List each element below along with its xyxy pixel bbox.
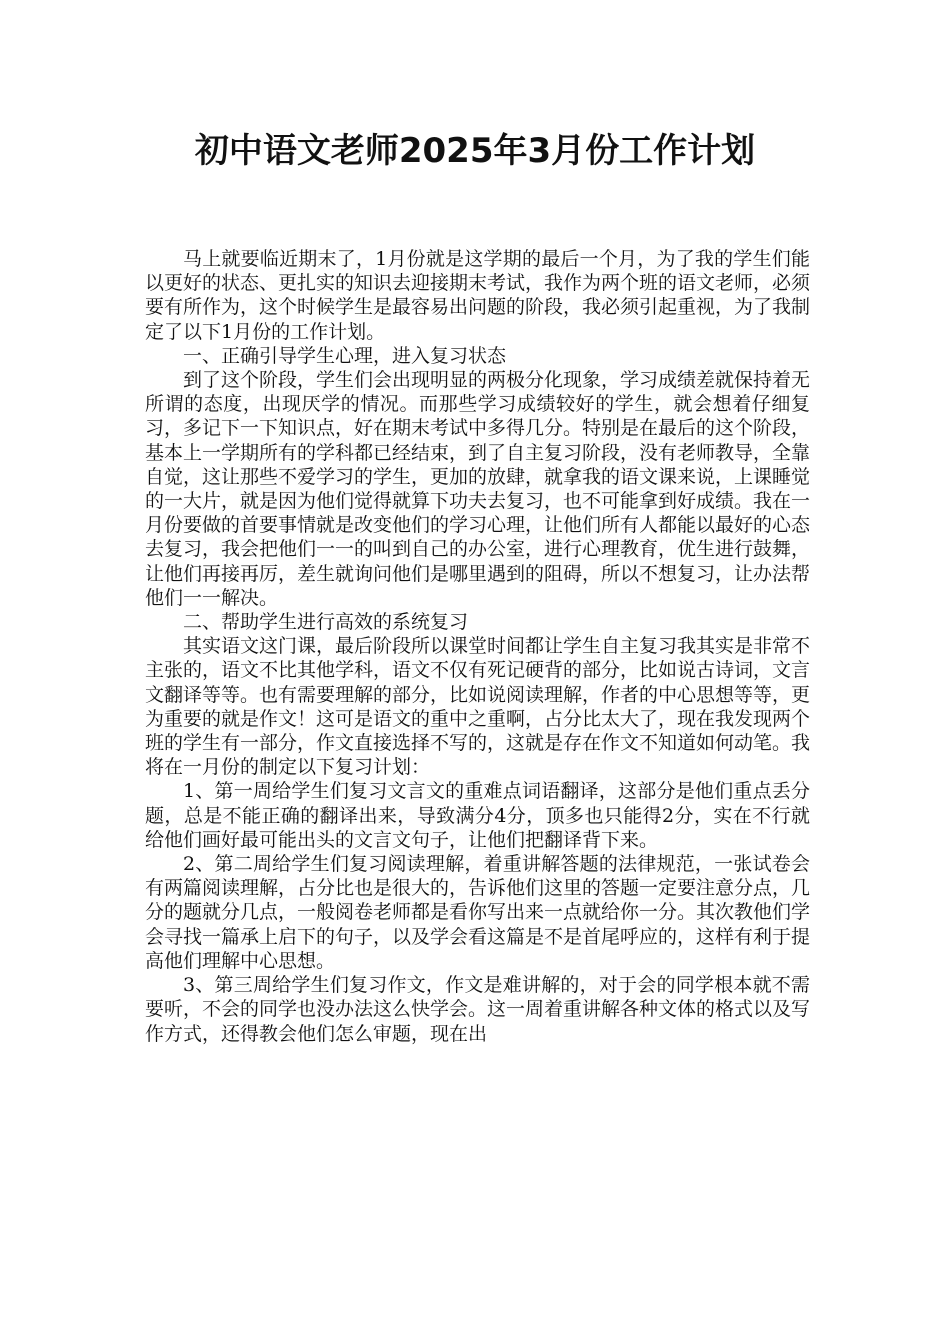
document-title: 初中语文老师2025年3月份工作计划 <box>194 131 756 171</box>
intro-paragraph: 马上就要临近期末了，1月份就是这学期的最后一个月，为了我的学生们能以更好的状态、更扎实的知识去迎接期末考试，我作为两个班的语文老师，必须要有所作为，这个时候学生是最容易出问题的阶段，我必须引起重视，为了我制定了以下1月份的工作计划。 <box>145 248 811 343</box>
section-2-paragraph: 其实语文这门课，最后阶段所以课堂时间都让学生自主复习我其实是非常不主张的，语文不比其他学科，语文不仅有死记硬背的部分，比如说古诗词，文言文翻译等等。也有需要理解的部分，比如说阅读理解，作者的中心思想等等，更为重要的就是作文！这可是语文的重中之重啊，占分比太大了，现在我发现两个班的学生有一部分，作文直接选择不写的，这就是存在作文不知道如何动笔。我将在一月份的制定以下复习计划： <box>145 635 811 779</box>
document-body <box>145 247 810 1046</box>
plan-item-week-3: 3、第三周给学生们复习作文，作文是难讲解的，对于会的同学根本就不需要听，不会的同学也没办法这么快学会。这一周着重讲解各种文体的格式以及写作方式，还得教会他们怎么审题，现在出 <box>145 974 811 1045</box>
plan-item-week-1: 1、第一周给学生们复习文言文的重难点词语翻译，这部分是他们重点丢分题，总是不能正确的翻译出来，导致满分4分，顶多也只能得2分，实在不行就给他们画好最可能出头的文言文句子，让他们把翻译背下来。 <box>145 780 810 851</box>
plan-item-week-2: 2、第二周给学生们复习阅读理解，着重讲解答题的法律规范，一张试卷会有两篇阅读理解，占分比也是很大的，告诉他们这里的答题一定要注意分点，几分的题就分几点，一般阅卷老师都是看你写出来一点就给你一分。其次教他们学会寻找一篇承上启下的句子，以及学会看这篇是不是首尾呼应的，这样有利于提高他们理解中心思想。 <box>145 853 811 972</box>
section-1-paragraph: 到了这个阶段，学生们会出现明显的两极分化现象，学习成绩差就保持着无所谓的态度，出现厌学的情况。而那些学习成绩较好的学生，就会想着仔细复习，多记下一下知识点，好在期末考试中多得几分。特别是在最后的这个阶段，基本上一学期所有的学科都已经结束，到了自主复习阶段，没有老师教导，全靠自觉，这让那些不爱学习的学生，更加的放肆，就拿我的语文课来说，上课睡觉的一大片，就是因为他们觉得就算下功夫去复习，也不可能拿到好成绩。我在一月份要做的首要事情就是改变他们的学习心理，让他们所有人都能以最好的心态去复习，我会把他们一一的叫到自己的办公室，进行心理教育，优生进行鼓舞，让他们再接再厉，差生就询问他们是哪里遇到的阻碍，所以不想复习，让办法帮他们一一解决。 <box>145 369 811 609</box>
section-heading-1: 一、正确引导学生心理，进入复习状态 <box>183 344 507 367</box>
section-heading-2: 二、帮助学生进行高效的系统复习 <box>183 611 469 634</box>
